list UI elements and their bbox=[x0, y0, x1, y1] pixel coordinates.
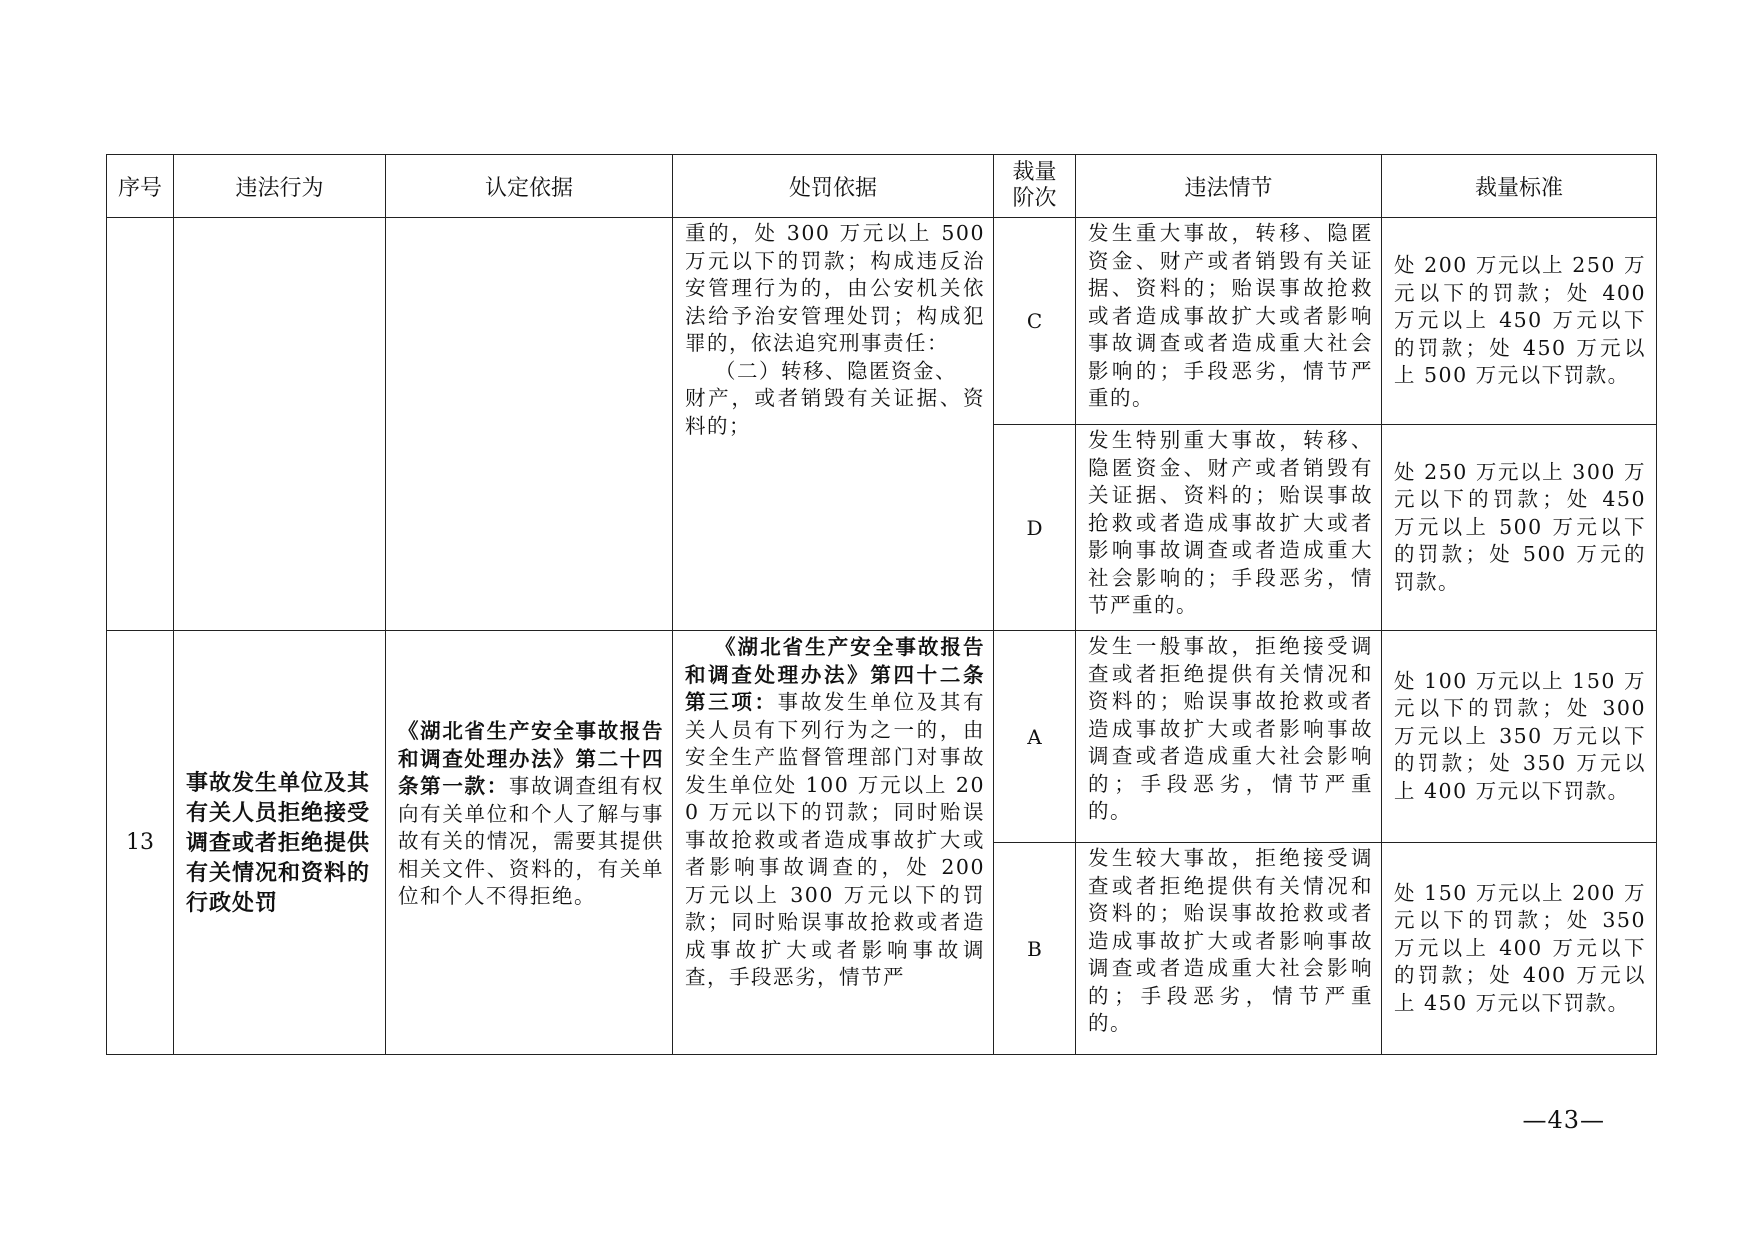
header-basis: 认定依据 bbox=[386, 155, 673, 218]
cont-act-cell bbox=[174, 218, 386, 631]
plot-cell-d bbox=[1076, 425, 1382, 631]
table-row bbox=[107, 218, 1657, 425]
cont-penalty-text bbox=[673, 218, 993, 442]
cont-basis-cell bbox=[386, 218, 673, 631]
standard-cell-d bbox=[1382, 425, 1657, 631]
table-row bbox=[107, 631, 1657, 843]
plot-cell-b bbox=[1076, 843, 1382, 1055]
plot-text-a: 发生一般事故，拒绝接受调查或者拒绝提供有关情况和资料的；贻误事故抢救或者造成事故扩大或者影响事故调查或者造成重大社会影响的；手段恶劣，情节严重的。 bbox=[1088, 634, 1373, 823]
level-cell-c: C bbox=[994, 218, 1076, 425]
header-act: 违法行为 bbox=[174, 155, 386, 218]
plot-text-c: 发生重大事故，转移、隐匿资金、财产或者销毁有关证据、资料的；贻误事故抢救或者造成事故扩大或者影响事故调查或者造成重大社会影响的；手段恶劣，情节严重的。 bbox=[1088, 221, 1373, 410]
item-act-13 bbox=[174, 631, 386, 1055]
standard-text-d: 处 250 万元以上 300 万元以下的罚款；处 450 万元以上 500 万元以下的罚款；处 500 万元的罚款。 bbox=[1394, 459, 1646, 594]
item-penalty-13 bbox=[673, 631, 994, 1055]
header-plot: 违法情节 bbox=[1076, 155, 1382, 218]
item-penalty-text-13 bbox=[673, 631, 993, 994]
item-basis-text-13 bbox=[386, 714, 672, 971]
level-cell-b: B bbox=[994, 843, 1076, 1055]
cont-penalty-item: （二）转移、隐匿资金、 bbox=[715, 358, 957, 383]
level-cell-d: D bbox=[994, 425, 1076, 631]
header-level-line1: 裁量 bbox=[1012, 160, 1057, 185]
plot-text-d: 发生特别重大事故，转移、隐匿资金、财产或者销毁有关证据、资料的；贻误事故抢救或者造成事故扩大或者影响事故调查或者造成重大社会影响的；手段恶劣，情节严重的。 bbox=[1088, 428, 1373, 617]
cont-penalty-main: 重的，处 300 万元以上 500 万元以下的罚款；构成违反治安管理行为的，由公安机关依法给予治安管理处罚；构成犯罪的，依法追究刑事责任： bbox=[685, 221, 985, 355]
plot-cell-a bbox=[1076, 631, 1382, 843]
item-basis-body-13: 事故调查组有权向有关单位和个人了解与事故有关的情况，需要其提供相关文件、资料的，有关单位和个人不得拒绝。 bbox=[398, 774, 665, 909]
cont-penalty-cell bbox=[673, 218, 994, 631]
standard-text-c: 处 200 万元以上 250 万元以下的罚款；处 400 万元以上 450 万元以下的罚款；处 450 万元以上 500 万元以下罚款。 bbox=[1394, 253, 1646, 388]
standard-cell-c bbox=[1382, 218, 1657, 425]
header-standard: 裁量标准 bbox=[1382, 155, 1657, 218]
item-act-text-13: 事故发生单位及其有关人员拒绝接受调查或者拒绝提供有关情况和资料的行政处罚 bbox=[186, 769, 371, 916]
header-seq: 序号 bbox=[107, 155, 174, 218]
item-basis-bold-13: 《湖北省生产安全事故报告和调查处理办法》第二十四条第一款： bbox=[398, 719, 664, 799]
standard-text-a: 处 100 万元以上 150 万元以下的罚款；处 300 万元以上 350 万元以下的罚款；处 350 万元以上 400 万元以下罚款。 bbox=[1394, 668, 1646, 803]
item-seq-13: 13 bbox=[107, 631, 174, 1055]
header-level-line2: 阶次 bbox=[1012, 186, 1057, 211]
penalty-table bbox=[106, 154, 1657, 1055]
header-penalty: 处罚依据 bbox=[673, 155, 994, 218]
standard-cell-b bbox=[1382, 843, 1657, 1055]
plot-cell-c bbox=[1076, 218, 1382, 425]
page-number: —43— bbox=[1522, 1106, 1605, 1134]
standard-text-b: 处 150 万元以上 200 万元以下的罚款；处 350 万元以上 400 万元以下的罚款；处 400 万元以上 450 万元以下罚款。 bbox=[1394, 880, 1646, 1015]
cont-penalty-item2: 财产，或者销毁有关证据、资料的； bbox=[685, 386, 985, 438]
standard-cell-a bbox=[1382, 631, 1657, 843]
level-cell-a: A bbox=[994, 631, 1076, 843]
item-penalty-bold-13: 《湖北省生产安全事故报告和调查处理办法》第四十二条第三项： bbox=[685, 635, 985, 714]
header-level bbox=[994, 155, 1076, 218]
item-basis-13 bbox=[386, 631, 673, 1055]
table-header-row bbox=[107, 155, 1657, 218]
plot-text-b: 发生较大事故，拒绝接受调查或者拒绝提供有关情况和资料的；贻误事故抢救或者造成事故扩大或者影响事故调查或者造成重大社会影响的；手段恶劣，情节严重的。 bbox=[1088, 846, 1373, 1035]
cont-seq-cell bbox=[107, 218, 174, 631]
item-penalty-body-13: 事故发生单位及其有关人员有下列行为之一的，由安全生产监督管理部门对事故发生单位处 100 万元以上 200 万元以下的罚款；同时贻误事故抢救或者造成事故扩大或者影响事故调查的，处 200 万元以上 300 万元以下的罚款；同时贻误事故抢救或者造成事故扩大或者影响事故调查，手段恶劣，情节严 bbox=[685, 690, 986, 989]
